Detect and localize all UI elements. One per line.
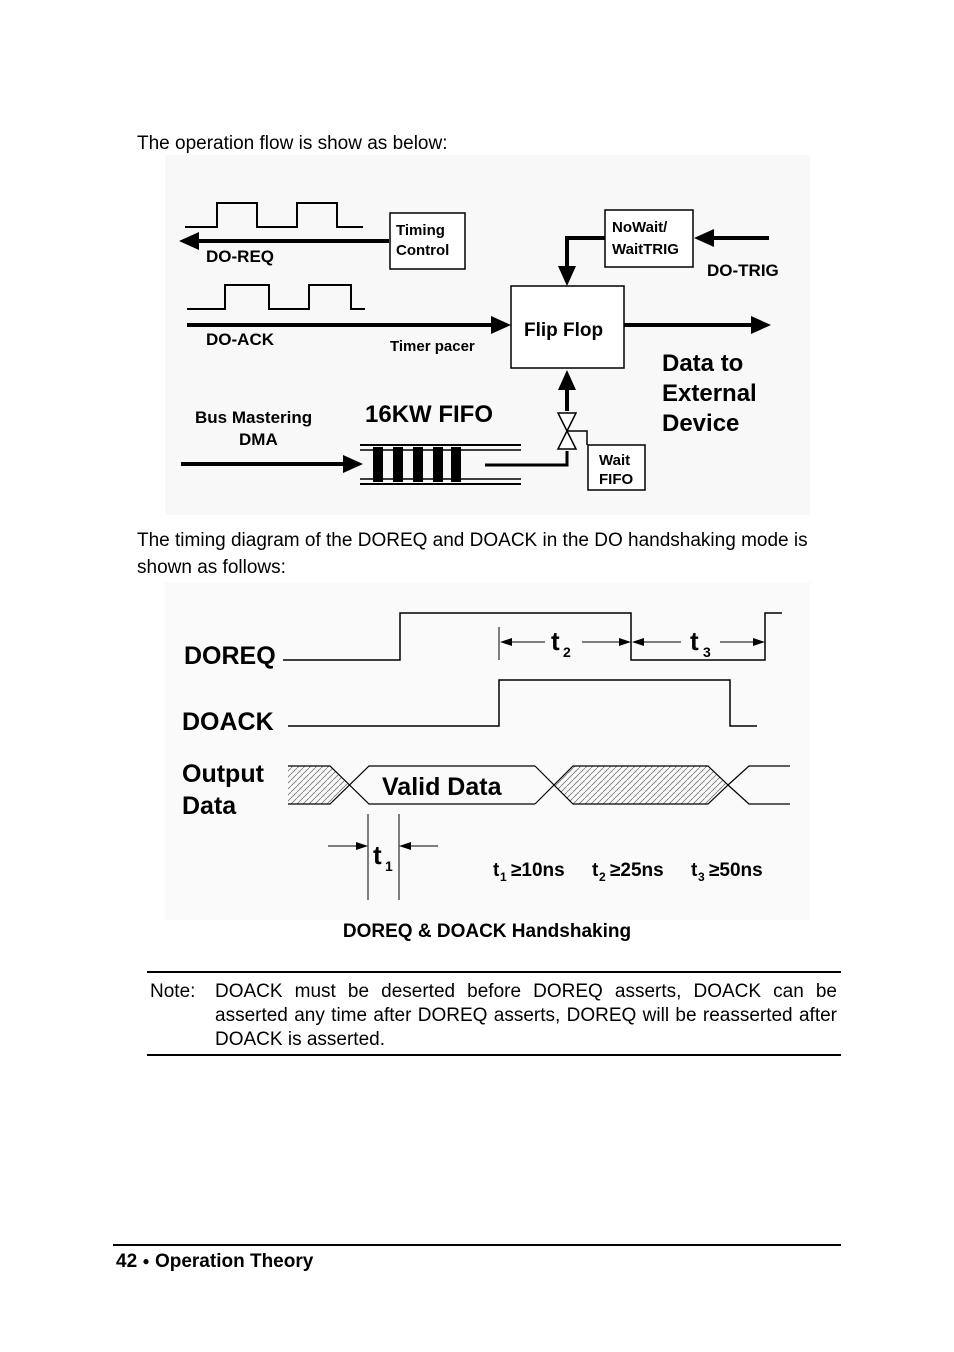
t3-sub: 3 bbox=[703, 644, 711, 660]
t2-letter: t bbox=[551, 626, 560, 656]
figure-caption: DOREQ & DOACK Handshaking bbox=[342, 921, 632, 942]
note-block bbox=[150, 980, 837, 1052]
t3-spec-sub: 3 bbox=[698, 870, 705, 884]
t3-letter: t bbox=[690, 626, 699, 656]
t1-spec-sub: 1 bbox=[500, 870, 507, 884]
fifo-label: 16KW FIFO bbox=[365, 401, 494, 428]
do-req-label: DO-REQ bbox=[206, 247, 274, 266]
do-ack-label: DO-ACK bbox=[206, 330, 274, 349]
bullet-icon: ● bbox=[142, 1254, 150, 1268]
valid-data-label: Valid Data bbox=[382, 773, 502, 801]
t3-spec-letter: t bbox=[691, 860, 698, 881]
t2-sub: 2 bbox=[563, 644, 571, 660]
data-to-line3: Device bbox=[662, 410, 740, 437]
bus-mastering-line1: Bus Mastering bbox=[195, 408, 313, 427]
timing-diagram bbox=[165, 582, 810, 920]
nowait-line2: WaitTRIG bbox=[612, 241, 679, 258]
bus-mastering-line2: DMA bbox=[239, 430, 278, 449]
operation-flow-diagram bbox=[165, 155, 810, 515]
nowait-line1: NoWait/ bbox=[612, 219, 668, 236]
timing-control-line2: Control bbox=[396, 242, 450, 259]
flip-flop-label: Flip Flop bbox=[524, 320, 604, 341]
output-label-line2: Data bbox=[182, 792, 237, 820]
section-title: Operation Theory bbox=[154, 1251, 314, 1272]
footer bbox=[116, 1251, 313, 1273]
doreq-label: DOREQ bbox=[184, 642, 276, 670]
t1-letter: t bbox=[373, 840, 382, 870]
timing-control-line1: Timing bbox=[396, 222, 445, 239]
t1-spec: ≥10ns bbox=[511, 860, 565, 881]
note-top-rule bbox=[147, 971, 841, 973]
data-to-line1: Data to bbox=[662, 350, 744, 377]
t1-spec-letter: t bbox=[493, 860, 500, 881]
t2-spec: ≥25ns bbox=[610, 860, 664, 881]
wait-fifo-line2: FIFO bbox=[599, 471, 634, 488]
page-number: 42 bbox=[116, 1251, 138, 1272]
t3-spec: ≥50ns bbox=[709, 860, 763, 881]
output-label-line1: Output bbox=[182, 760, 264, 788]
data-to-line2: External bbox=[662, 380, 757, 407]
footer-rule bbox=[113, 1244, 841, 1246]
doack-label: DOACK bbox=[182, 708, 274, 736]
timing-intro-text: The timing diagram of the DOREQ and DOACK in the DO handshaking mode is shown as follows: bbox=[137, 530, 808, 578]
wait-fifo-line1: Wait bbox=[599, 452, 631, 469]
intro-text: The operation flow is show as below: bbox=[137, 133, 448, 154]
t1-sub: 1 bbox=[385, 858, 393, 874]
note-text: DOACK must be deserted before DOREQ asserts, DOACK can be asserted any time after DOREQ asserts, DOREQ will be reasserted after DOACK is asserted. bbox=[215, 981, 837, 1050]
note-bottom-rule bbox=[147, 1054, 841, 1056]
timer-pacer-label: Timer pacer bbox=[390, 338, 475, 355]
t2-spec-letter: t bbox=[592, 860, 599, 881]
t2-spec-sub: 2 bbox=[599, 870, 606, 884]
note-label: Note: bbox=[150, 981, 196, 1002]
do-trig-label: DO-TRIG bbox=[707, 261, 779, 280]
